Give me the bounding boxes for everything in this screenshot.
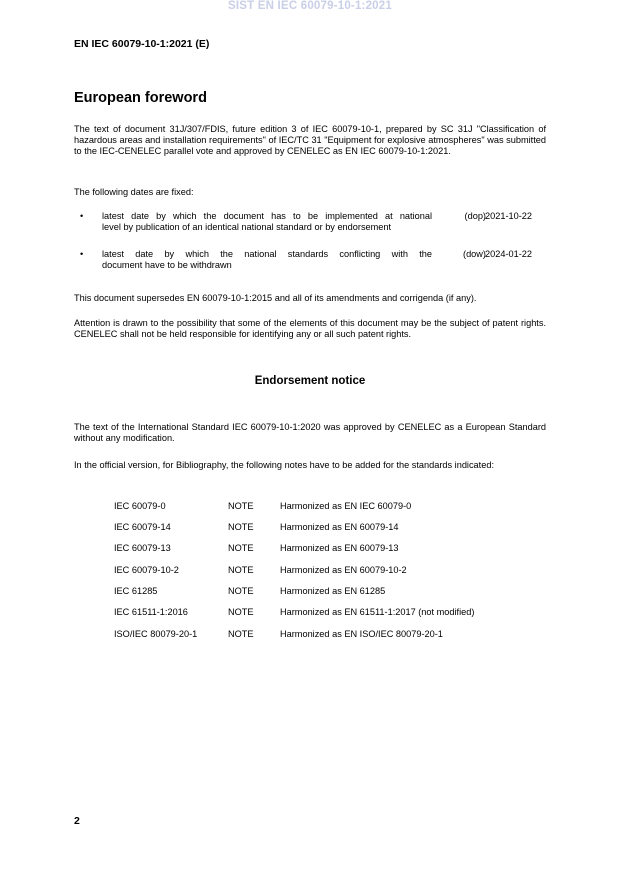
note-label: NOTE [228,543,254,553]
note-standard: IEC 61511-1:2016 [114,607,188,617]
note-harmonized-text: Harmonized as EN 60079-14 [280,522,399,532]
endorsement-heading: Endorsement notice [254,375,366,387]
date-item-code: (dow) [463,249,486,259]
note-harmonized-text: Harmonized as EN IEC 60079-0 [280,501,412,511]
document-identifier: EN IEC 60079-10-1:2021 (E) [74,38,210,50]
note-label: NOTE [228,522,254,532]
note-standard: IEC 60079-0 [114,501,166,511]
note-standard: IEC 61285 [114,586,158,596]
note-label: NOTE [228,501,254,511]
endorsement-paragraph-1: The text of the International Standard IEC 60079-10-1:2020 was approved by CENELEC as a European Standard without any modification. [74,422,546,443]
foreword-paragraph-2: The following dates are fixed: [74,187,194,197]
date-item-description [102,211,432,233]
bullet-icon: • [80,211,84,221]
note-label: NOTE [228,586,254,596]
foreword-paragraph-4: Attention is drawn to the possibility that some of the elements of this document may be the subject of patent rights. CENELEC shall not be held responsible for identifying any or all such patent rights. [74,318,546,339]
page-number: 2 [74,815,80,827]
date-item-line-1: latest date by which the national standards conflicting with the [102,249,432,259]
note-harmonized-text: Harmonized as EN ISO/IEC 80079-20-1 [280,629,443,639]
note-standard: IEC 60079-10-2 [114,565,179,575]
date-item-line-1: latest date by which the document has to be implemented at national [102,211,432,221]
note-harmonized-text: Harmonized as EN 61285 [280,586,386,596]
note-harmonized-text: Harmonized as EN 60079-10-2 [280,565,407,575]
note-label: NOTE [228,607,254,617]
note-label: NOTE [228,565,254,575]
date-item-date: 2021-10-22 [485,211,532,221]
bullet-icon: • [80,249,84,259]
date-item-date: 2024-01-22 [485,249,532,259]
date-item-line-2: document have to be withdrawn [102,260,232,270]
foreword-heading: European foreword [74,90,207,106]
foreword-paragraph-1: The text of document 31J/307/FDIS, future edition 3 of IEC 60079-10-1, prepared by SC 31J "Classification of hazardous areas and installation requirements" of IEC/TC 31 "Equipment for explosive atmospheres" was submitted to the IEC-CENELEC parallel vote and approved by CENELEC as EN IEC 60079-10-1:2021. [74,124,546,156]
note-harmonized-text: Harmonized as EN 60079-13 [280,543,399,553]
watermark: SIST EN IEC 60079-10-1:2021 [228,0,392,12]
foreword-paragraph-3: This document supersedes EN 60079-10-1:2015 and all of its amendments and corrigenda (if any). [74,293,477,303]
date-item-code: (dop) [464,211,486,221]
note-standard: IEC 60079-13 [114,543,171,553]
endorsement-paragraph-2: In the official version, for Bibliography, the following notes have to be added for the standards indicated: [74,460,494,470]
note-standard: IEC 60079-14 [114,522,171,532]
date-item-line-2: level by publication of an identical national standard or by endorsement [102,222,392,232]
date-item-description [102,249,432,271]
note-standard: ISO/IEC 80079-20-1 [114,629,198,639]
note-label: NOTE [228,629,254,639]
note-harmonized-text: Harmonized as EN 61511-1:2017 (not modified) [280,607,475,617]
